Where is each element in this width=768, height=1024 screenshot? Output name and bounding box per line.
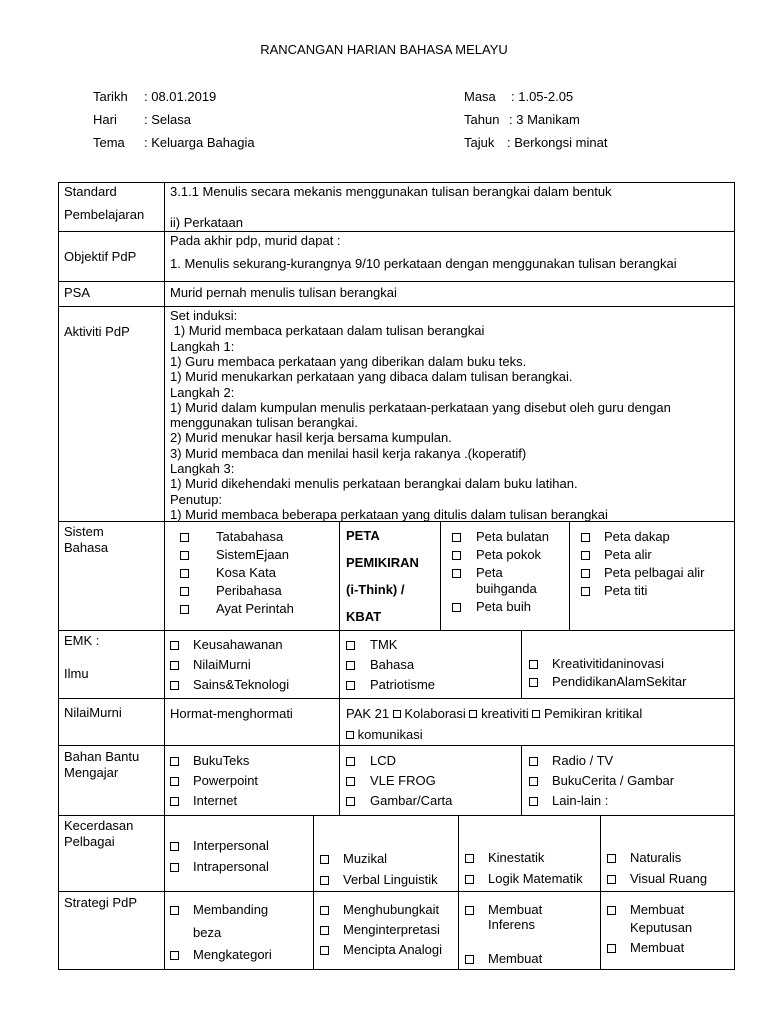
strategi-item: Mencipta Analogi — [343, 942, 443, 957]
standard-label-2: Pembelajaran — [64, 207, 145, 222]
pak21-label: PAK 21 — [346, 706, 390, 721]
psa-value: Murid pernah menulis tulisan berangkai — [170, 285, 397, 300]
checkbox[interactable] — [320, 946, 329, 955]
checkbox[interactable] — [452, 603, 461, 612]
checkbox[interactable] — [452, 533, 461, 542]
tajuk-label: Tajuk — [464, 135, 495, 150]
checkbox[interactable] — [320, 906, 329, 915]
emk-label-1: EMK : — [64, 633, 100, 648]
tahun-label: Tahun — [464, 112, 500, 127]
strategi-item: beza — [193, 925, 222, 940]
sistem-label-2: Bahasa — [64, 540, 109, 555]
checkbox[interactable] — [346, 777, 355, 786]
standard-line-2: ii) Perkataan — [170, 215, 243, 230]
checkbox[interactable] — [170, 906, 179, 915]
aktiviti-line: 1) Murid dalam kumpulan menulis perkataan-perkataan yang disebut oleh guru dengan — [170, 399, 671, 415]
checkbox[interactable] — [180, 533, 189, 542]
masa-value: : 1.05-2.05 — [511, 89, 574, 104]
emk-item: Patriotisme — [370, 677, 436, 692]
bahan-item: Powerpoint — [193, 773, 259, 788]
peta-item: Peta dakap — [604, 529, 670, 544]
checkbox[interactable] — [320, 876, 329, 885]
aktiviti-line: 3) Murid membaca dan menilai hasil kerja rakanya .(koperatif) — [170, 445, 527, 461]
checkbox[interactable] — [170, 661, 179, 670]
peta-item: Peta pokok — [476, 547, 542, 562]
kecerdasan-item: Interpersonal — [193, 838, 269, 853]
checkbox[interactable] — [452, 551, 461, 560]
pak21-komunikasi: komunikasi — [357, 727, 423, 742]
checkbox[interactable] — [170, 863, 179, 872]
checkbox[interactable] — [170, 842, 179, 851]
objektif-label: Objektif PdP — [64, 249, 137, 264]
pak21-kolaborasi: Kolaborasi — [404, 706, 466, 721]
bahan-item: Radio / TV — [552, 753, 614, 768]
peta-item: Peta bulatan — [476, 529, 550, 544]
strategi-item: Keputusan — [630, 920, 693, 935]
kecerdasan-item: Visual Ruang — [630, 871, 708, 886]
checkbox[interactable] — [581, 569, 590, 578]
strategi-label: Strategi PdP — [64, 895, 137, 910]
bahan-item: Internet — [193, 793, 238, 808]
bahan-item: Lain-lain : — [552, 793, 609, 808]
aktiviti-line: 2) Murid menukar hasil kerja bersama kumpulan. — [170, 430, 452, 446]
peta-item: Peta — [476, 565, 503, 580]
tahun-value: : 3 Manikam — [509, 112, 580, 127]
checkbox[interactable] — [170, 641, 179, 650]
checkbox[interactable] — [581, 551, 590, 560]
tema-value: : Keluarga Bahagia — [144, 135, 255, 150]
standard-line-1: 3.1.1 Menulis secara mekanis menggunakan tulisan berangkai dalam bentuk — [170, 184, 612, 199]
aktiviti-line: 1) Murid dikehendaki menulis perkataan berangkai dalam buku latihan. — [170, 476, 578, 492]
checkbox[interactable] — [607, 854, 616, 863]
checkbox[interactable] — [529, 660, 538, 669]
masa-label: Masa — [464, 89, 496, 104]
checkbox[interactable] — [346, 797, 355, 806]
emk-item: Sains&Teknologi — [193, 677, 290, 692]
kecerdasan-item: Logik Matematik — [488, 871, 583, 886]
checkbox[interactable] — [180, 569, 189, 578]
nilai-label: NilaiMurni — [64, 705, 122, 720]
checkbox[interactable] — [346, 757, 355, 766]
peta-item: Peta buih — [476, 599, 531, 614]
checkbox[interactable] — [581, 533, 590, 542]
hari-value: : Selasa — [144, 112, 191, 127]
checkbox[interactable] — [180, 605, 189, 614]
pak21-line-2 — [346, 727, 423, 742]
aktiviti-line: Langkah 1: — [170, 338, 235, 354]
checkbox[interactable] — [529, 757, 538, 766]
bahan-label-2: Mengajar — [64, 765, 119, 780]
emk-item: NilaiMurni — [193, 657, 251, 672]
checkbox[interactable] — [346, 661, 355, 670]
aktiviti-line: Langkah 3: — [170, 461, 235, 476]
kecerdasan-label-1: Kecerdasan — [64, 818, 134, 833]
checkbox[interactable] — [170, 757, 179, 766]
sistem-item: Ayat Perintah — [216, 601, 294, 616]
kecerdasan-item: Muzikal — [343, 851, 388, 866]
bahan-item: Gambar/Carta — [370, 793, 453, 808]
emk-item: Keusahawanan — [193, 637, 283, 652]
peta-title-3: (i-Think) / — [346, 582, 405, 597]
emk-label-2: Ilmu — [64, 666, 89, 681]
peta-title-4: KBAT — [346, 609, 382, 624]
aktiviti-line: Penutup: — [170, 491, 223, 507]
strategi-item: Membuat — [488, 951, 543, 966]
checkbox[interactable] — [320, 926, 329, 935]
checkbox[interactable] — [452, 569, 461, 578]
aktiviti-line: 1) Murid membaca beberapa perkataan yang ditulis dalam tulisan berangkai — [170, 506, 608, 522]
strategi-item: Mengkategori — [193, 947, 272, 962]
peta-item: buihganda — [476, 581, 537, 596]
strategi-item: Membuat — [488, 902, 543, 917]
pak21-line-1 — [346, 706, 642, 721]
emk-item: Bahasa — [370, 657, 415, 672]
objektif-line-1: Pada akhir pdp, murid dapat : — [170, 233, 341, 248]
checkbox[interactable] — [465, 854, 474, 863]
strategi-item: Membuat — [630, 940, 685, 955]
checkbox[interactable] — [346, 731, 354, 739]
peta-item: Peta pelbagai alir — [604, 565, 705, 580]
tema-label: Tema — [93, 135, 125, 150]
checkbox[interactable] — [581, 587, 590, 596]
checkbox[interactable] — [465, 875, 474, 884]
standard-label-1: Standard — [64, 184, 117, 199]
emk-item: TMK — [370, 637, 398, 652]
sistem-item: Tatabahasa — [216, 529, 284, 544]
bahan-item: BukuTeks — [193, 753, 250, 768]
sistem-item: SistemEjaan — [216, 547, 289, 562]
kecerdasan-item: Kinestatik — [488, 850, 545, 865]
checkbox[interactable] — [529, 797, 538, 806]
bahan-item: VLE FROG — [370, 773, 436, 788]
sistem-item: Peribahasa — [216, 583, 282, 598]
objektif-line-2: 1. Menulis sekurang-kurangnya 9/10 perkataan dengan menggunakan tulisan berangkai — [170, 256, 677, 271]
checkbox[interactable] — [170, 951, 179, 960]
bahan-label-1: Bahan Bantu — [64, 749, 140, 764]
checkbox[interactable] — [346, 681, 355, 690]
aktiviti-line: Langkah 2: — [170, 384, 235, 400]
strategi-item: Membuat — [630, 902, 685, 917]
kecerdasan-item: Intrapersonal — [193, 859, 269, 874]
checkbox[interactable] — [170, 681, 179, 690]
strategi-item: Menginterpretasi — [343, 922, 440, 937]
aktiviti-line: 1) Murid menukarkan perkataan yang dibaca dalam tulisan berangkai. — [170, 369, 573, 385]
aktiviti-line: 1) Guru membaca perkataan yang diberikan dalam buku teks. — [170, 353, 527, 369]
checkbox[interactable] — [393, 710, 401, 718]
bahan-item: LCD — [370, 753, 397, 768]
checkbox[interactable] — [465, 955, 474, 964]
checkbox[interactable] — [607, 875, 616, 884]
aktiviti-line: 1) Murid membaca perkataan dalam tulisan berangkai — [170, 323, 485, 339]
tarikh-label: Tarikh — [93, 89, 128, 104]
checkbox[interactable] — [607, 944, 616, 953]
checkbox[interactable] — [532, 710, 540, 718]
psa-label: PSA — [64, 285, 91, 300]
tarikh-value: : 08.01.2019 — [144, 89, 217, 104]
checkbox[interactable] — [180, 587, 189, 596]
checkbox[interactable] — [346, 641, 355, 650]
sistem-label-1: Sistem — [64, 524, 104, 539]
checkbox[interactable] — [607, 906, 616, 915]
checkbox[interactable] — [170, 797, 179, 806]
checkbox[interactable] — [469, 710, 477, 718]
checkbox[interactable] — [170, 777, 179, 786]
strategi-item: Menghubungkait — [343, 902, 440, 917]
aktiviti-line: Set induksi: — [170, 308, 238, 323]
emk-item: Kreativitidaninovasi — [552, 656, 665, 671]
checkbox[interactable] — [180, 551, 189, 560]
peta-item: Peta alir — [604, 547, 652, 562]
checkbox[interactable] — [529, 678, 538, 687]
tajuk-value: : Berkongsi minat — [507, 135, 608, 150]
hari-label: Hari — [93, 112, 117, 127]
checkbox[interactable] — [320, 855, 329, 864]
kecerdasan-item: Naturalis — [630, 850, 682, 865]
document-title: RANCANGAN HARIAN BAHASA MELAYU — [260, 42, 508, 57]
strategi-item: Membanding — [193, 902, 269, 917]
peta-item: Peta titi — [604, 583, 648, 598]
pak21-kreativiti: kreativiti — [481, 706, 529, 721]
strategi-item: Inferens — [488, 917, 535, 932]
bahan-item: BukuCerita / Gambar — [552, 773, 675, 788]
peta-title-1: PETA — [346, 528, 380, 543]
kecerdasan-label-2: Pelbagai — [64, 834, 115, 849]
aktiviti-line: menggunakan tulisan berangkai. — [170, 415, 358, 431]
nilai-value: Hormat-menghormati — [170, 706, 293, 721]
kecerdasan-item: Verbal Linguistik — [343, 872, 438, 887]
peta-title-2: PEMIKIRAN — [346, 555, 419, 570]
checkbox[interactable] — [465, 906, 474, 915]
aktiviti-label: Aktiviti PdP — [64, 324, 130, 339]
pak21-pemikiran-kritikal: Pemikiran kritikal — [544, 706, 643, 721]
sistem-item: Kosa Kata — [216, 565, 276, 580]
emk-item: PendidikanAlamSekitar — [552, 674, 687, 689]
checkbox[interactable] — [529, 777, 538, 786]
